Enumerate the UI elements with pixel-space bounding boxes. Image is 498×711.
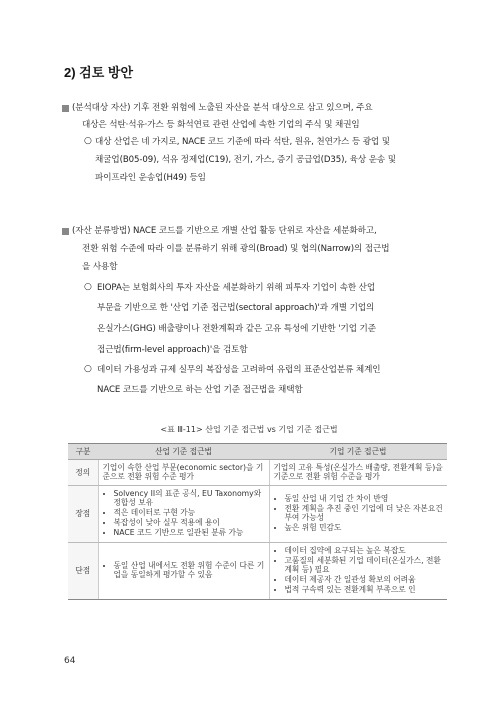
text-line: 대상 산업은 네 가지로, NACE 코드 기준에 따라 석탄, 원유, 천연가스 등 광업 및 — [95, 137, 390, 147]
text-line: (자산 분류방법) NACE 코드를 기반으로 개별 산업 활동 단위로 자산을 세분화하고, — [72, 226, 377, 236]
row-label: 단점 — [68, 542, 98, 599]
circle-bullet-icon: ○ — [84, 136, 92, 146]
table-header-row — [68, 444, 447, 460]
circle-bullet-icon: ○ — [84, 364, 92, 374]
row-label: 정의 — [68, 460, 98, 485]
circle-bullet-icon: ○ — [84, 282, 92, 292]
text-line: 데이터 가용성과 규제 실무의 복잡성을 고려하여 유럽의 표준산업분류 체계인 — [97, 365, 381, 375]
text-line: 파이프라인 운송업(H49) 등임 — [95, 173, 206, 183]
section-heading: 2) 검토 방안 — [64, 65, 134, 80]
table-row-advantages — [68, 485, 447, 542]
cell-firm-level — [269, 542, 447, 599]
comparison-table — [68, 443, 447, 600]
list-item: • 고품질의 세분화된 기업 데이터(온실가스, 전환계획 등) 필요 — [285, 556, 444, 574]
text-line: (분석대상 자산) 기후 전환 위험에 노출된 자산을 분석 대상으로 삼고 있으며, 주요 — [72, 103, 373, 113]
cell-firm-level — [269, 485, 447, 542]
text-line: 전환 위험 수준에 따라 이를 분류하기 위해 광의(Broad) 및 협의(Narrow)의 접근법 — [82, 244, 390, 254]
list-item: • 법적 구속력 있는 전환계획 부족으로 인 — [285, 585, 444, 594]
list-item: • 데이터 제공자 간 일관성 확보의 어려움 — [285, 575, 444, 584]
cell-firm-level: 기업의 고유 특성(온실가스 배출량, 전환계획 등)을 기준으로 전환 위험 수준을 평가 — [269, 460, 447, 485]
list-item: • 동일 산업 내에서도 전환 위험 수준이 다른 기업을 동일하게 평가할 수 있음 — [114, 561, 265, 579]
text-line: 접근법(firm-level approach)'을 검토함 — [97, 345, 248, 355]
list-item: • Solvency II의 표준 공식, EU Taxonomy와 정합성 보유 — [114, 489, 265, 507]
list-item: • 높은 위험 민감도 — [285, 523, 444, 532]
table-caption: <표 Ⅲ-11> 산업 기준 접근법 vs 기업 기준 접근법 — [160, 425, 338, 434]
square-bullet-icon — [62, 105, 69, 112]
text-line: 을 사용함 — [82, 262, 118, 272]
text-line: 대상은 석탄·석유·가스 등 화석연료 관련 산업에 속한 기업의 주식 및 채권임 — [82, 120, 360, 130]
header-firm-level: 기업 기준 접근법 — [269, 444, 447, 460]
table-row-definition — [68, 460, 447, 485]
text-line: NACE 코드를 기반으로 하는 산업 기준 접근법을 채택함 — [97, 385, 303, 395]
text-line: 채굴업(B05-09), 석유 정제업(C19), 전기, 가스, 증기 공급업(D35), 육상 운송 및 — [95, 155, 396, 165]
page-number: 64 — [64, 656, 76, 666]
list-item: • 데이터 집약에 요구되는 높은 복잡도 — [285, 546, 444, 555]
list-item: • 전환 계획을 추진 중인 기업에 더 낮은 자본요건 부여 가능성 — [285, 504, 444, 522]
cell-sectoral: 기업이 속한 산업 부문(economic sector)을 기준으로 전환 위험 수준 평가 — [98, 460, 269, 485]
text-line: EIOPA는 보험회사의 투자 자산을 세분화하기 위해 피투자 기업이 속한 산업 — [97, 283, 376, 293]
text-line: 부문을 기반으로 한 '산업 기준 접근법(sectoral approach)'과 개별 기업의 — [97, 303, 375, 313]
list-item: • 동일 산업 내 기업 간 차이 반영 — [285, 494, 444, 503]
list-item: • 적은 데이터로 구현 가능 — [114, 508, 265, 517]
header-category: 구분 — [68, 444, 98, 460]
text-line: 온실가스(GHG) 배출량이나 전환계획과 같은 고유 특성에 기반한 '기업 기준 — [97, 324, 376, 334]
square-bullet-icon — [62, 228, 69, 235]
header-sectoral: 산업 기준 접근법 — [98, 444, 269, 460]
list-item: • 복잡성이 낮아 실무 적용에 용이 — [114, 518, 265, 527]
table-row-disadvantages — [68, 542, 447, 599]
list-item: • NACE 코드 기반으로 일관된 분류 가능 — [114, 528, 265, 537]
cell-sectoral — [98, 542, 269, 599]
cell-sectoral — [98, 485, 269, 542]
row-label: 장점 — [68, 485, 98, 542]
